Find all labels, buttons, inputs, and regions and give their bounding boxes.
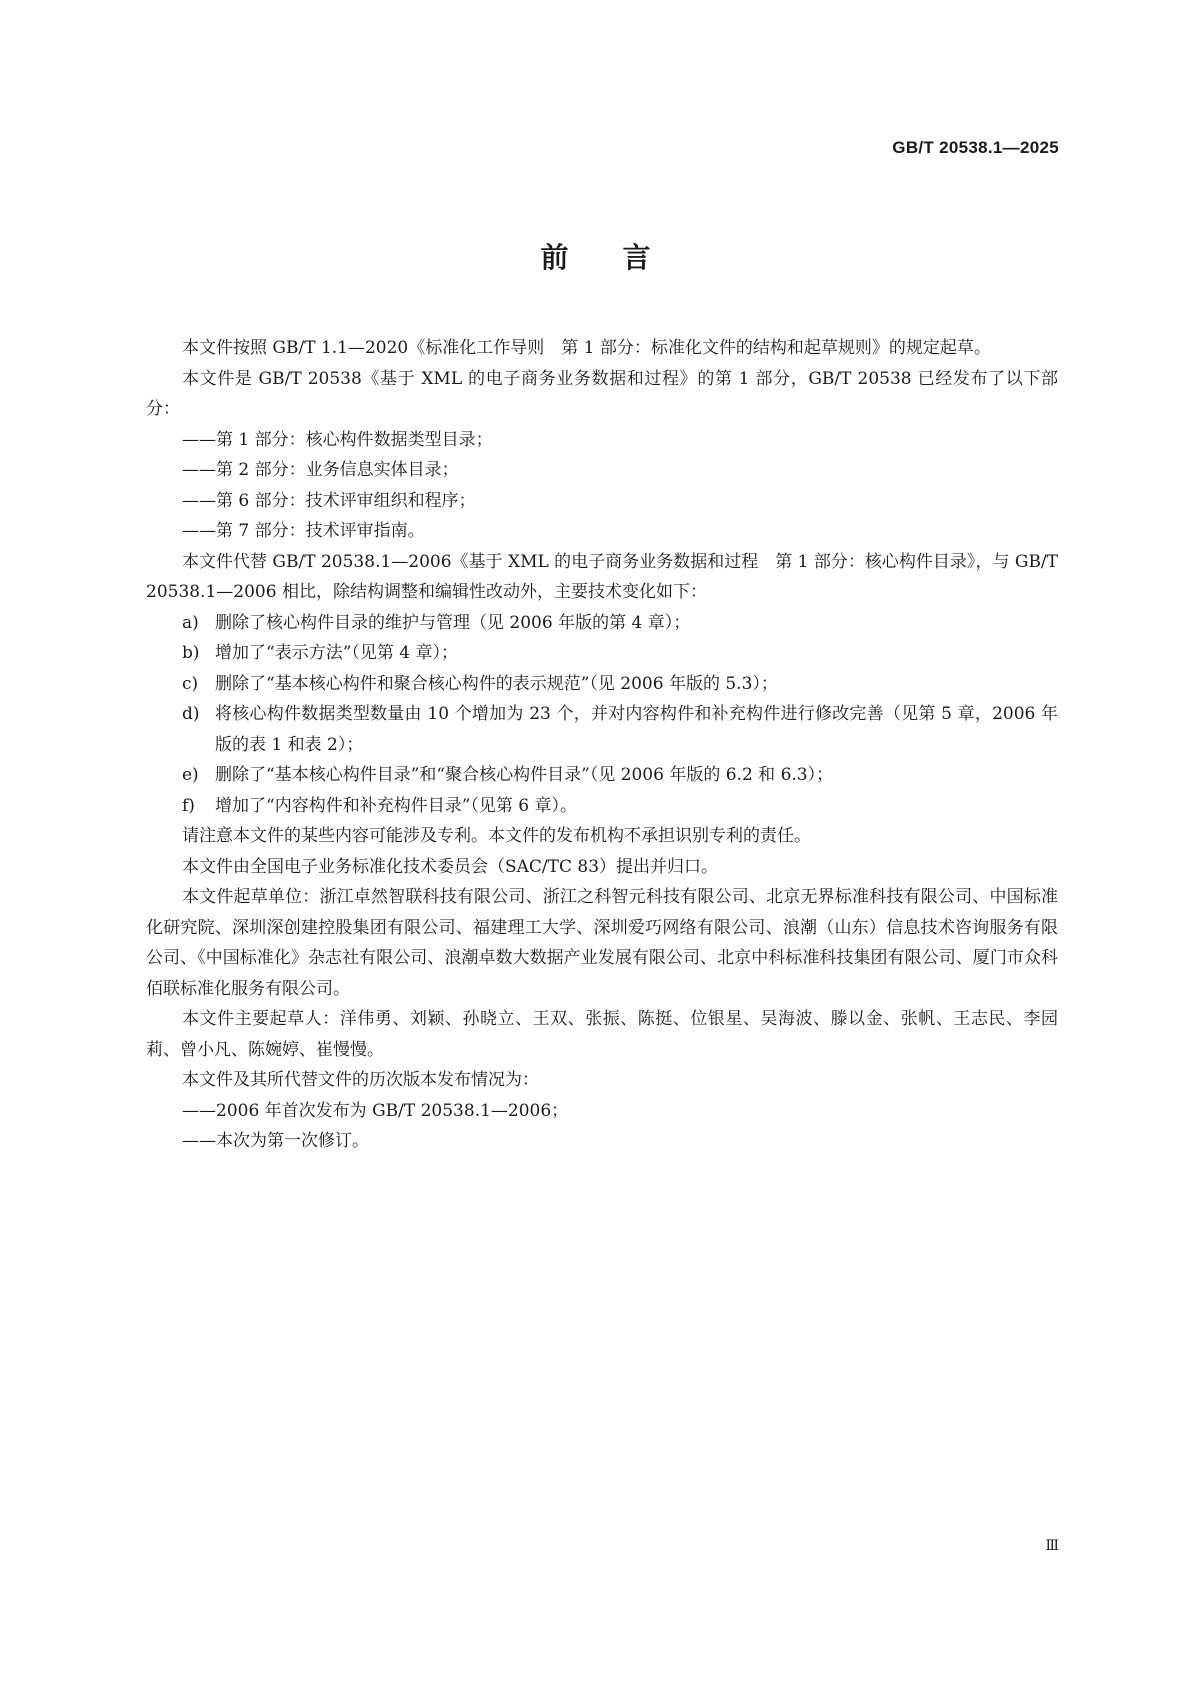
paragraph-drafting-rules: 本文件按照 GB/T 1.1—2020《标准化工作导则 第 1 部分：标准化文件的结构和起草规则》的规定起草。 — [182, 338, 991, 358]
list-item-part: ——第 7 部分：技术评审指南。 — [182, 521, 425, 541]
paragraph-proposer: 本文件由全国电子业务标准化技术委员会（SAC/TC 83）提出并归口。 — [182, 856, 719, 877]
list-marker: e) — [182, 765, 199, 785]
list-marker: b) — [182, 643, 200, 663]
foreword-body — [146, 333, 1058, 1157]
list-marker: d) — [182, 704, 200, 724]
list-marker: f) — [182, 795, 195, 816]
document-code: GB/T 20538.1—2025 — [892, 138, 1059, 157]
paragraph-series-intro: 本文件是 GB/T 20538《基于 XML 的电子商务业务数据和过程》的第 1 部分，GB/T 20538 已经发布了以下部分： — [146, 368, 1058, 419]
list-item-change — [146, 608, 1058, 639]
list-item-history: ——2006 年首次发布为 GB/T 20538.1—2006； — [182, 1100, 569, 1121]
paragraph-patent-notice: 请注意本文件的某些内容可能涉及专利。本文件的发布机构不承担识别专利的责任。 — [182, 826, 811, 846]
list-marker: a) — [182, 612, 199, 633]
paragraph-drafters: 本文件主要起草人：洋伟勇、刘颖、孙晓立、王双、张振、陈挺、位银星、吴海波、滕以金、张帆、王志民、李园莉、曾小凡、陈婉婷、崔慢慢。 — [146, 1009, 1058, 1060]
list-item-change — [146, 699, 1058, 760]
list-item-change — [146, 638, 1058, 669]
paragraph-history-intro: 本文件及其所代替文件的历次版本发布情况为： — [182, 1070, 539, 1090]
list-item-part: ——第 6 部分：技术评审组织和程序； — [182, 490, 476, 511]
change-text: 删除了核心构件目录的维护与管理（见 2006 年版的第 4 章）； — [215, 612, 691, 633]
list-item-history: ——本次为第一次修订。 — [182, 1131, 369, 1151]
paragraph-replacement: 本文件代替 GB/T 20538.1—2006《基于 XML 的电子商务业务数据和过程 第 1 部分：核心构件目录》，与 GB/T 20538.1—2006 相比，除结构调整和编辑性改动外，主要技术变化如下： — [146, 551, 1058, 602]
paragraph-drafting-units: 本文件起草单位：浙江卓然智联科技有限公司、浙江之科智元科技有限公司、北京无界标准科技有限公司、中国标准化研究院、深圳深创建控股集团有限公司、福建理工大学、深圳爱巧网络有限公司、浪潮（山东）信息技术咨询服务有限公司、《中国标准化》杂志社有限公司、浪潮卓数大数据产业发展有限公司、北京中科标准科技集团有限公司、厦门市众科佰联标准化服务有限公司。 — [146, 887, 1058, 999]
list-marker: c) — [182, 673, 199, 694]
change-text: 增加了“内容构件和补充构件目录”（见第 6 章）。 — [215, 795, 578, 816]
page-title — [0, 236, 1191, 276]
change-text: 删除了“基本核心构件和聚合核心构件的表示规范”（见 2006 年版的 5.3）； — [215, 673, 778, 694]
page-number: Ⅲ — [1045, 1538, 1059, 1554]
title-char-1: 前 — [540, 241, 569, 274]
list-item-change — [146, 760, 1058, 791]
change-text: 增加了“表示方法”（见第 4 章）； — [215, 643, 459, 663]
list-item-change — [146, 791, 1058, 822]
list-item-change — [146, 669, 1058, 700]
change-text: 删除了“基本核心构件目录”和“聚合核心构件目录”（见 2006 年版的 6.2 和 6.3）； — [215, 765, 834, 785]
list-item-part: ——第 1 部分：核心构件数据类型目录； — [182, 429, 493, 450]
list-item-part: ——第 2 部分：业务信息实体目录； — [182, 460, 459, 480]
change-text: 将核心构件数据类型数量由 10 个增加为 23 个，并对内容构件和补充构件进行修改完善（见第 5 章，2006 年版的表 1 和表 2）； — [215, 704, 1058, 755]
title-char-2: 言 — [622, 241, 651, 274]
